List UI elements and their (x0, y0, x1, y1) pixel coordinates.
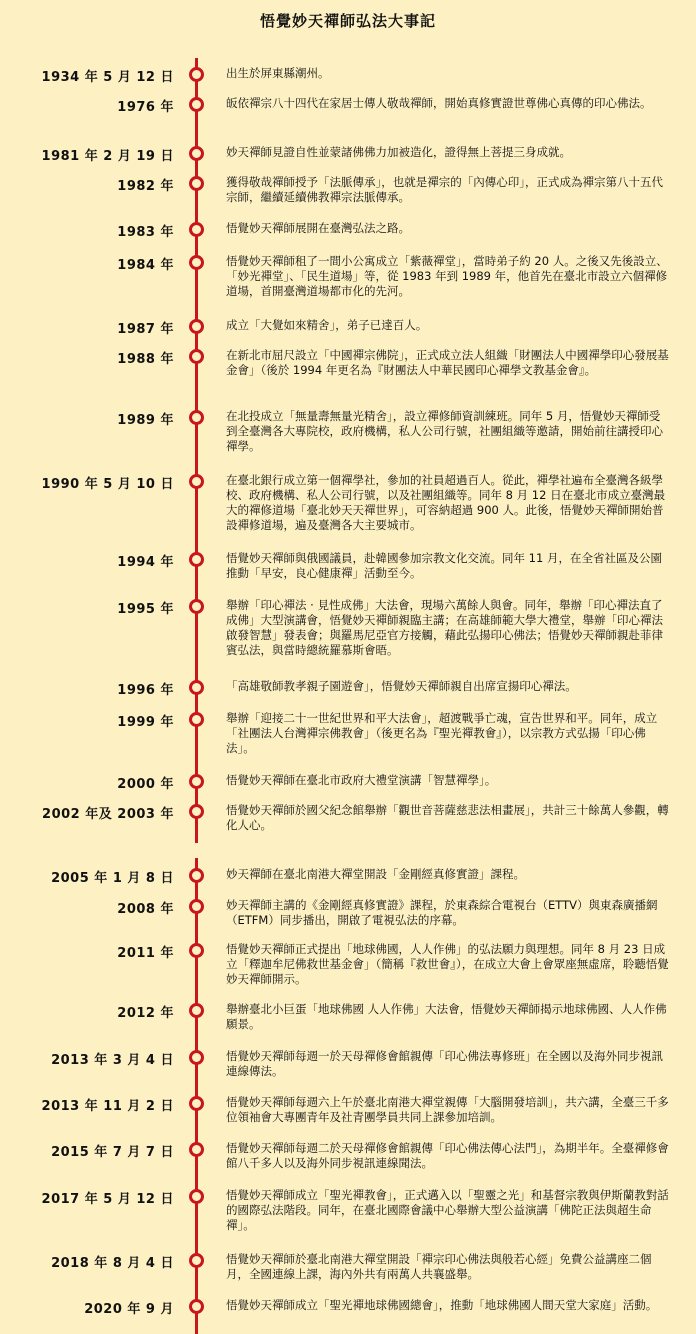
event-date: 1984 年 (117, 258, 174, 273)
timeline-dot-icon (189, 1299, 204, 1314)
event-description: 在臺北銀行成立第一個禪學社，參加的社員超過百人。從此，禪學社遍布全臺灣各級學校、政府機構、私人公司行號，以及社團組織等。同年 8 月 12 日在臺北市成立臺灣最大的禪修道場「臺北妙天天禪世界」，可容納超過 900 人。此後，悟覺妙天禪師開始普設禪修道場，遍及臺灣各大主要城市。 (226, 473, 666, 532)
event-date: 2002 年及 2003 年 (42, 807, 174, 822)
event-date: 2005 年 1 月 8 日 (51, 871, 174, 886)
timeline-dot-icon (189, 410, 204, 425)
event-date: 2015 年 7 月 7 日 (51, 1145, 174, 1160)
timeline-dot-icon (189, 255, 204, 270)
timeline-dot-icon (189, 1096, 204, 1111)
timeline-dot-icon (189, 774, 204, 789)
event-date: 1996 年 (117, 683, 174, 698)
timeline-dot-icon (189, 680, 204, 695)
event-description: 悟覺妙天禪師成立「聖光禪地球佛國總會」，推動「地球佛國人間天堂大家庭」活動。 (226, 1298, 658, 1312)
event-description: 出生於屏東縣潮州。 (226, 66, 330, 80)
event-date: 2020 年 9 月 (84, 1302, 174, 1317)
event-description: 悟覺妙天禪師與俄國議員，赴韓國參加宗教文化交流。同年 11 月，在全省社區及公園推動「早安，良心健康禪」活動至今。 (226, 551, 662, 580)
event-description: 在北投成立「無量壽無量光精舍」，設立禪修師資訓練班。同年 5 月，悟覺妙天禪師受到全臺灣各大專院校，政府機構，私人公司行號，社團組織等邀請，開始前往講授印心禪學。 (226, 409, 663, 453)
event-date: 2000 年 (117, 777, 174, 792)
timeline-dot-icon (189, 1050, 204, 1065)
timeline-dot-icon (189, 599, 204, 614)
timeline-dot-icon (189, 222, 204, 237)
timeline-dot-icon (189, 97, 204, 112)
event-date: 1981 年 2 月 19 日 (41, 149, 174, 164)
timeline-dot-icon (189, 146, 204, 161)
event-date: 1994 年 (117, 555, 174, 570)
event-description: 悟覺妙天禪師正式提出「地球佛國，人人作佛」的弘法願力與理想。同年 8 月 23 日成立「釋迦牟尼佛救世基金會」（簡稱『救世會』），在成立大會上會眾座無虛席，聆聽悟覺妙天禪師開示。 (226, 942, 669, 986)
event-date: 2013 年 3 月 4 日 (51, 1053, 174, 1068)
page-title: 悟覺妙天禪師弘法大事記 (259, 12, 436, 30)
timeline-dot-icon (189, 804, 204, 819)
timeline-dot-icon (189, 712, 204, 727)
event-date: 2017 年 5 月 12 日 (41, 1192, 174, 1207)
event-description: 悟覺妙天禪師每週二於天母禪修會館親傳「印心佛法傳心法門」，為期半年。全臺禪修會館八千多人以及海外同步視訊連線聞法。 (226, 1141, 669, 1170)
event-date: 1989 年 (117, 413, 174, 428)
event-description: 妙天禪師主講的《金剛經真修實證》課程，於東森綜合電視台（ETTV）與東森廣播網（ETFM）同步播出，開啟了電視弘法的序幕。 (226, 898, 658, 927)
event-description: 舉辦「迎接二十一世紀世界和平大法會」，超渡戰爭亡魂，宣告世界和平。同年，成立「社團法人台灣禪宗佛教會」（後更名為『聖光禪教會』），以宗教方式弘揚「印心佛法」。 (226, 711, 658, 755)
event-date: 1934 年 5 月 12 日 (41, 70, 174, 85)
timeline-dot-icon (189, 1003, 204, 1018)
timeline-dot-icon (189, 1142, 204, 1157)
timeline-dot-icon (189, 899, 204, 914)
event-date: 1999 年 (117, 715, 174, 730)
event-date: 1988 年 (117, 352, 174, 367)
event-date: 2013 年 11 月 2 日 (41, 1099, 174, 1114)
event-date: 2018 年 8 月 4 日 (51, 1256, 174, 1271)
event-date: 1982 年 (117, 179, 174, 194)
event-description: 成立「大覺如來精舍」，弟子已達百人。 (226, 318, 428, 332)
event-description: 舉辦「印心禪法 · 見性成佛」大法會，現場六萬餘人與會。同年，舉辦「印心禪法直了成佛」大型演講會，悟覺妙天禪師親臨主講；在高雄師範大學大禮堂，舉辦「印心禪法 啟發智慧」發表會；與羅馬尼亞官方接觸，藉此弘揚印心佛法；悟覺妙天禪師親赴菲律賓弘法，與當時總統羅慕斯會晤。 (226, 598, 675, 657)
event-date: 1976 年 (117, 100, 174, 115)
event-date: 1995 年 (117, 602, 174, 617)
timeline-dot-icon (189, 552, 204, 567)
event-date: 2012 年 (117, 1006, 174, 1021)
event-description: 悟覺妙天禪師每週一於天母禪修會館親傳「印心佛法專修班」在全國以及海外同步視訊連線傳法。 (226, 1049, 663, 1078)
event-description: 悟覺妙天禪師每週六上午於臺北南港大禪堂親傳「大腦開發培訓」，共六講，全臺三千多位領袖會大專團青年及社青團學員共同上課參加培訓。 (226, 1095, 669, 1124)
event-description: 「高雄敬師教孝親子園遊會」，悟覺妙天禪師親自出席宣揚印心禪法。 (226, 679, 577, 693)
event-description: 悟覺妙天禪師展開在臺灣弘法之路。 (226, 221, 410, 235)
event-description: 皈依禪宗八十四代在家居士傳人敬哉禪師，開始真修實證世尊佛心真傳的印心佛法。 (226, 96, 652, 110)
event-date: 2011 年 (117, 946, 174, 961)
timeline-dot-icon (189, 474, 204, 489)
timeline-dot-icon (189, 1253, 204, 1268)
timeline-dot-icon (189, 176, 204, 191)
event-description: 悟覺妙天禪師於國父紀念館舉辦「觀世音菩薩慈悲法相畫展」，共計三十餘萬人參觀，轉化人心。 (226, 803, 669, 832)
event-description: 悟覺妙天禪師於臺北南港大禪堂開設「禪宗印心佛法與般若心經」免費公益講座二個月，全國連線上課，海內外共有兩萬人共襄盛舉。 (226, 1252, 652, 1281)
event-date: 2008 年 (117, 902, 174, 917)
event-description: 妙天禪師見證自性並蒙諸佛佛力加被造化，證得無上菩提三身成就。 (226, 145, 571, 159)
event-description: 悟覺妙天禪師成立「聖光禪教會」，正式邁入以「聖靈之光」和基督宗教與伊斯蘭教對話的國際弘法階段。同年，在臺北國際會議中心舉辦大型公益演講「佛陀正法與超生命禪」。 (226, 1188, 669, 1232)
timeline-dot-icon (189, 349, 204, 364)
timeline-dot-icon (189, 67, 204, 82)
event-description: 獲得敬哉禪師授予「法脈傳承」，也就是禪宗的「內傳心印」，正式成為禪宗第八十五代宗師，繼續延續佛教禪宗法脈傳承。 (226, 175, 663, 204)
event-date: 1990 年 5 月 10 日 (41, 477, 174, 492)
event-description: 妙天禪師在臺北南港大禪堂開設「金剛經真修實證」課程。 (226, 867, 525, 881)
event-date: 1987 年 (117, 322, 174, 337)
timeline-dot-icon (189, 1189, 204, 1204)
event-description: 悟覺妙天禪師在臺北市政府大禮堂演講「智慧禪學」。 (226, 773, 497, 787)
event-description: 在新北市屈尺設立「中國禪宗佛院」，正式成立法人組織「財團法人中國禪學印心發展基金會」（後於 1994 年更名為『財團法人中華民國印心禪學文教基金會』。 (226, 348, 669, 377)
event-description: 舉辦臺北小巨蛋「地球佛國 人人作佛」大法會，悟覺妙天禪師揭示地球佛國、人人作佛願景。 (226, 1002, 667, 1031)
timeline-dot-icon (189, 943, 204, 958)
event-description: 悟覺妙天禪師租了一間小公寓成立「紫薇禪堂」，當時弟子約 20 人。之後又先後設立、「妙光禪堂」、「民生道場」等，從 1983 年到 1989 年，他首先在臺北市設立六個禪修道場，首開臺灣道場都市化的先河。 (226, 254, 668, 298)
event-date: 1983 年 (117, 225, 174, 240)
timeline-dot-icon (189, 319, 204, 334)
timeline-dot-icon (189, 868, 204, 883)
